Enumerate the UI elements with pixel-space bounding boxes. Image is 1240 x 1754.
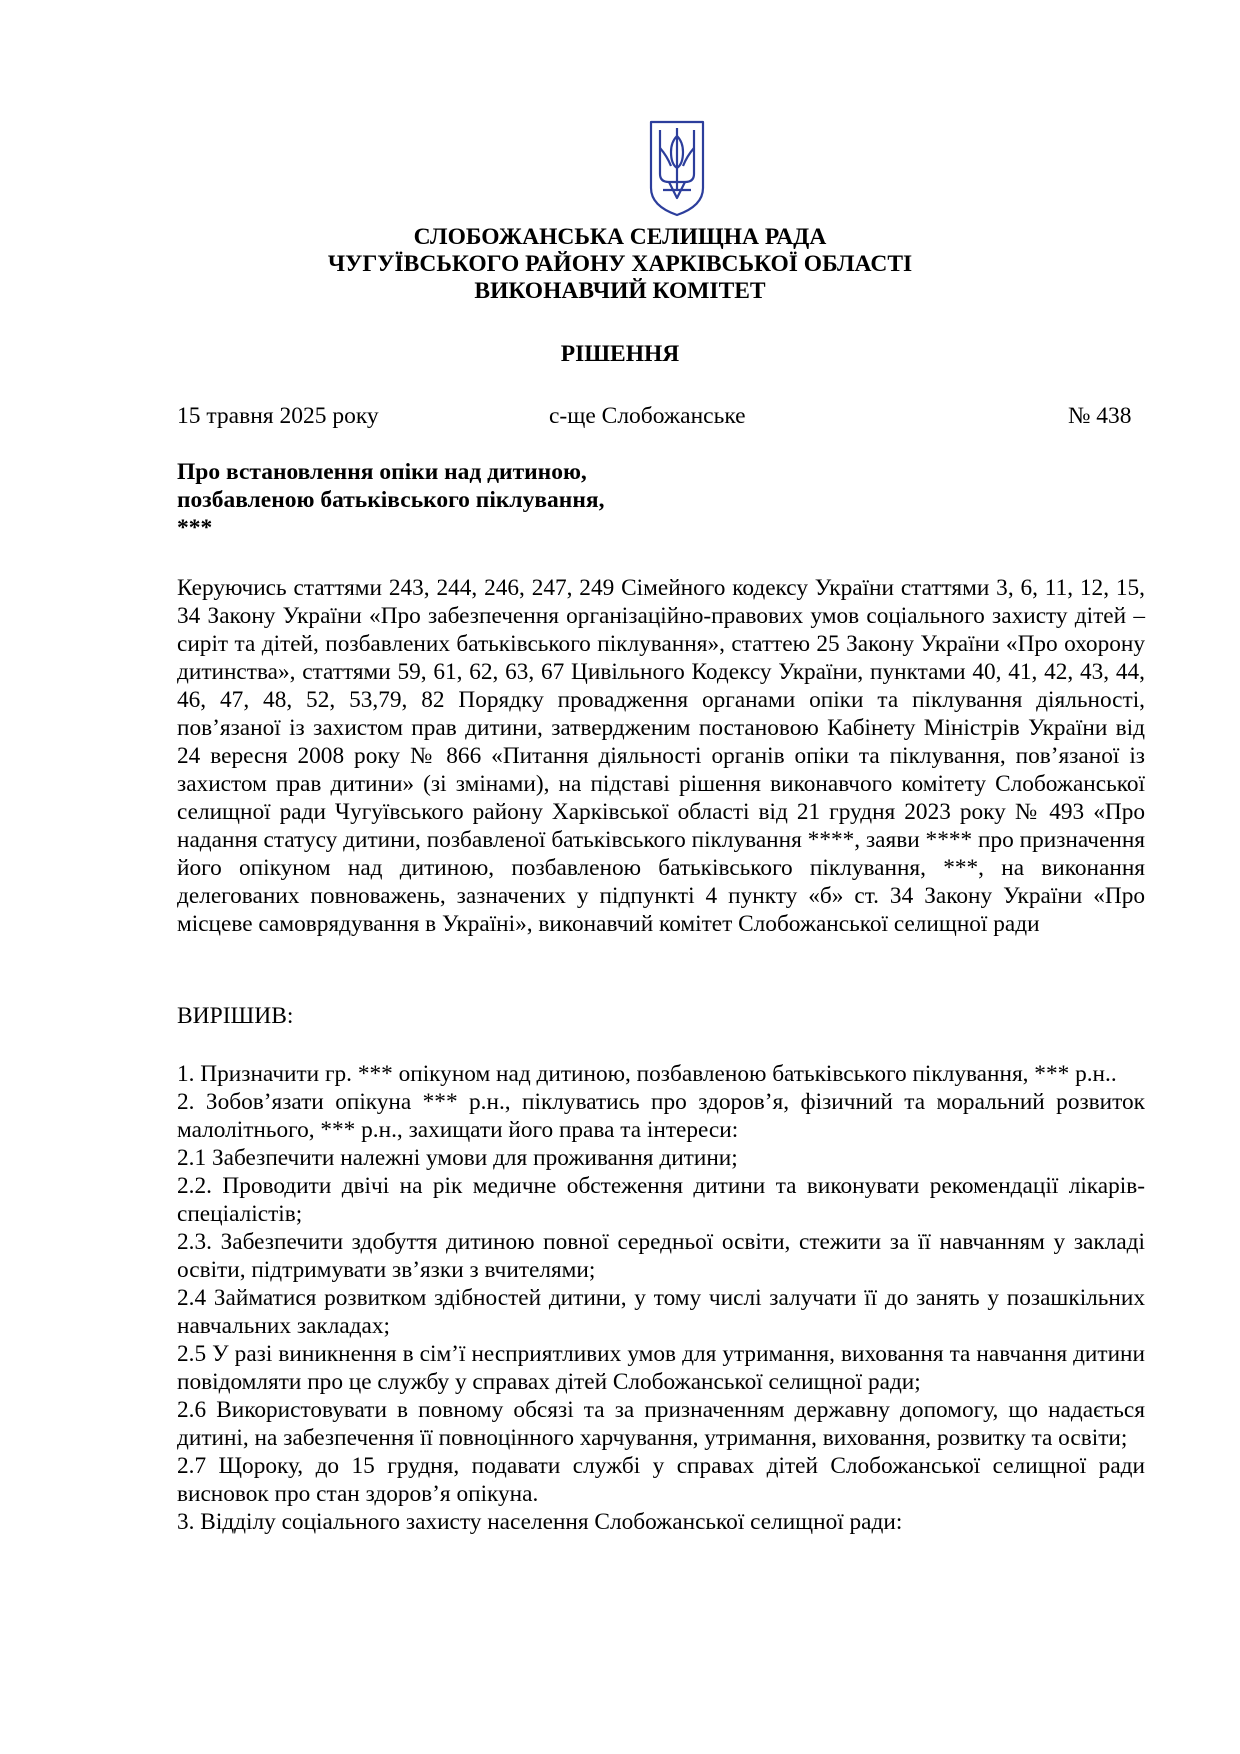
trident-coat-of-arms-icon bbox=[647, 118, 707, 218]
preamble-block bbox=[177, 574, 1145, 938]
document-title: РІШЕННЯ bbox=[560, 341, 680, 367]
decision-item: 2.2. Проводити двічі на рік медичне обстеження дитини та виконувати рекомендації лікарів-спеціалістів; bbox=[177, 1173, 1145, 1227]
document-place: с-ще Слобожанське bbox=[549, 403, 746, 429]
subject-line-3: *** bbox=[177, 515, 213, 541]
decision-item: 2.3. Забезпечити здобуття дитиною повної середньої освіти, стежити за її навчанням у закладі освіти, підтримувати зв’язки з вчителями; bbox=[177, 1229, 1145, 1283]
decision-item: 2.7 Щороку, до 15 грудня, подавати службі у справах дітей Слобожанської селищної ради висновок про стан здоров’я опікуна. bbox=[177, 1453, 1145, 1507]
decision-item: 2.6 Використовувати в повному обсязі та за призначенням державну допомогу, що надається дитині, на забезпечення її повноцінного харчування, утримання, виховання, розвитку та освіти; bbox=[177, 1397, 1145, 1451]
subject-line-1: Про встановлення опіки над дитиною, bbox=[177, 459, 587, 485]
decision-item: 2.4 Займатися розвитком здібностей дитини, у тому числі залучати її до занять у позашкільних навчальних закладах; bbox=[177, 1285, 1145, 1339]
decision-item: 1. Призначити гр. *** опікуном над дитиною, позбавленою батьківського піклування, *** р.н.. bbox=[177, 1061, 1117, 1087]
header-line-committee: ВИКОНАВЧИЙ КОМІТЕТ bbox=[474, 278, 766, 304]
decided-label: ВИРІШИВ: bbox=[177, 1003, 294, 1029]
decision-item: 3. Відділу соціального захисту населення Слобожанської селищної ради: bbox=[177, 1509, 903, 1535]
organization-header bbox=[0, 224, 1240, 305]
document-number: № 438 bbox=[1068, 403, 1132, 429]
header-line-council: СЛОБОЖАНСЬКА СЕЛИЩНА РАДА bbox=[413, 224, 827, 250]
preamble-text: Керуючись статтями 243, 244, 246, 247, 249 Сімейного кодексу України статтями 3, 6, 11, 12, 15, 34 Закону України «Про забезпечення організаційно-правових умов соціального захисту дітей – сиріт та дітей, позбавлених батьківського піклування», статтею 25 Закону України «Про охорону дитинства», статтями 59, 61, 62, 63, 67 Цивільного Кодексу України, пунктами 40, 41, 42, 43, 44, 46, 47, 48, 52, 53,79, 82 Порядку провадження органами опіки та піклування діяльності, пов’язаної із захистом прав дитини, затвердженим постановою Кабінету Міністрів України від 24 вересня 2008 року № 866 «Питання діяльності органів опіки та піклування, пов’язаної із захистом прав дитини» (зі змінами), на підставі рішення виконавчого комітету Слобожанської селищної ради Чугуївського району Харківської області від 21 грудня 2023 року № 493 «Про надання статусу дитини, позбавленої батьківського піклування ****, заяви **** про призначення його опікуном над дитиною, позбавленою батьківського піклування, ***, на виконання делегованих повноважень, зазначених у підпункті 4 пункту «б» ст. 34 Закону України «Про місцеве самоврядування в Україні», виконавчий комітет Слобожанської селищної ради bbox=[177, 575, 1145, 937]
decision-item: 2. Зобов’язати опікуна *** р.н., піклуватись про здоров’я, фізичний та моральний розвиток малолітнього, *** р.н., захищати його права та інтереси: bbox=[177, 1089, 1145, 1143]
header-line-district: ЧУГУЇВСЬКОГО РАЙОНУ ХАРКІВСЬКОЇ ОБЛАСТІ bbox=[327, 251, 913, 277]
decision-item: 2.1 Забезпечити належні умови для проживання дитини; bbox=[177, 1145, 738, 1171]
subject-line-2: позбавленою батьківського піклування, bbox=[177, 487, 605, 513]
decision-items bbox=[177, 1060, 1145, 1536]
document-subject bbox=[177, 458, 604, 542]
document-date: 15 травня 2025 року bbox=[177, 403, 379, 429]
decision-item: 2.5 У разі виникнення в сім’ї несприятливих умов для утримання, виховання та навчання дитини повідомляти про це службу у справах дітей Слобожанської селищної ради; bbox=[177, 1341, 1145, 1395]
